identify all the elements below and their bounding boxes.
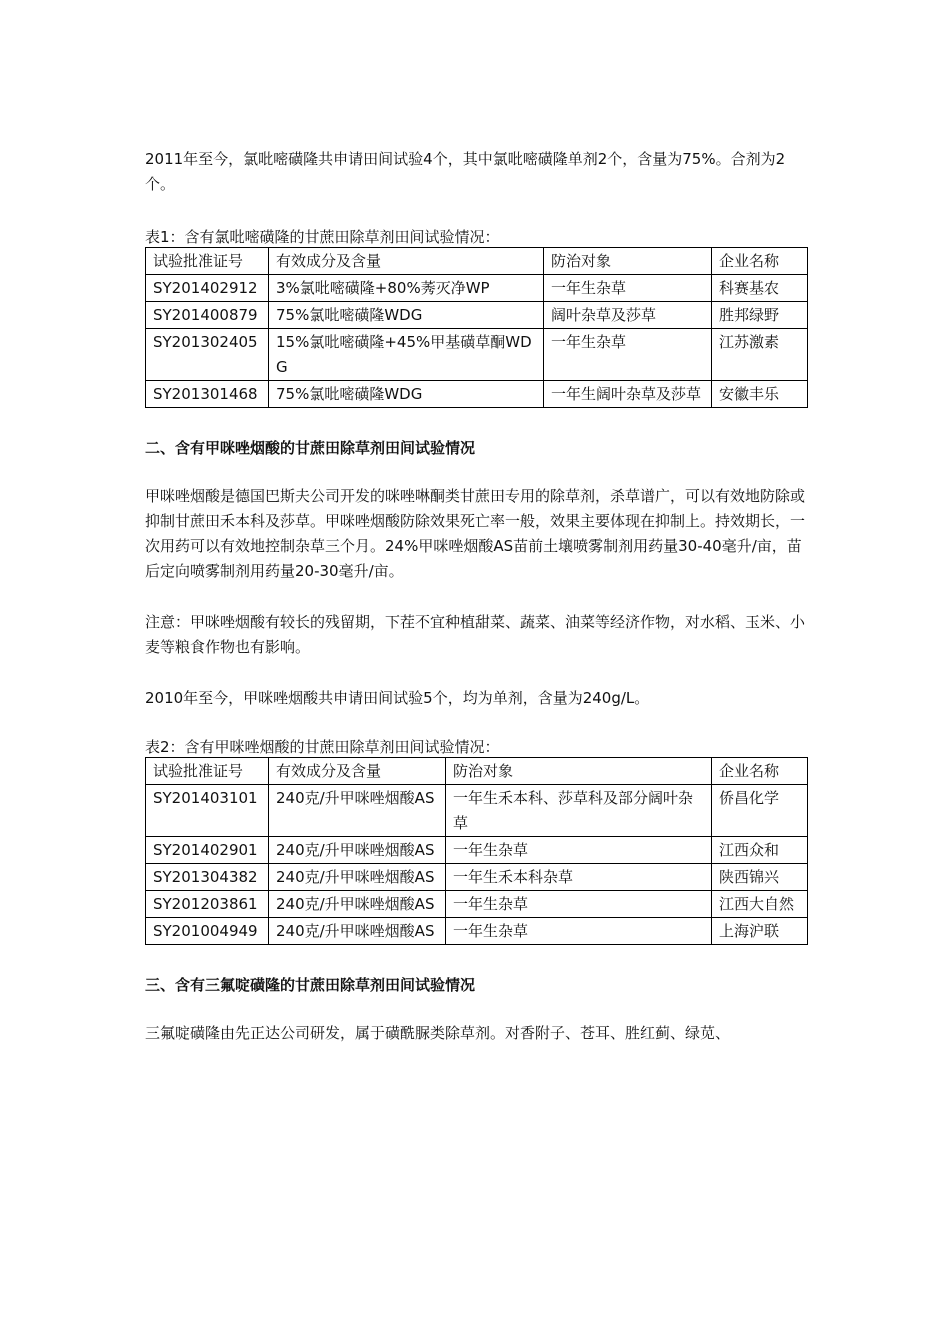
- table-cell: 一年生杂草: [544, 275, 712, 302]
- table-cell: SY201302405: [146, 329, 269, 381]
- section3-paragraph: 三氟啶磺隆由先正达公司研发，属于磺酰脲类除草剂。对香附子、苍耳、胜红蓟、绿苋、: [145, 1024, 731, 1042]
- table-cell: 阔叶杂草及莎草: [544, 302, 712, 329]
- table2: [145, 757, 808, 945]
- table-row: [146, 302, 808, 329]
- table-cell: 胜邦绿野: [712, 302, 808, 329]
- table-cell: 240克/升甲咪唑烟酸AS: [269, 785, 446, 837]
- table-cell: 上海沪联: [712, 918, 808, 945]
- section2-note: 注意：甲咪唑烟酸有较长的残留期，下茬不宜种植甜菜、蔬菜、油菜等经济作物，对水稻、玉米、小麦等粮食作物也有影响。: [145, 613, 806, 656]
- table-cell: 15%氯吡嘧磺隆+45%甲基磺草酮WDG: [269, 329, 544, 381]
- table-cell: 江西众和: [712, 837, 808, 864]
- table-cell: 安徽丰乐: [712, 381, 808, 408]
- table-cell: SY201403101: [146, 785, 269, 837]
- section2-summary: 2010年至今，甲咪唑烟酸共申请田间试验5个，均为单剂，含量为240g/L。: [145, 689, 650, 707]
- table-cell: SY201004949: [146, 918, 269, 945]
- table-header-cell: 有效成分及含量: [269, 758, 446, 785]
- table-cell: SY201203861: [146, 891, 269, 918]
- table-cell: 一年生杂草: [446, 891, 712, 918]
- table-cell: 江西大自然: [712, 891, 808, 918]
- table-cell: 一年生禾本科、莎草科及部分阔叶杂草: [446, 785, 712, 837]
- table-cell: 75%氯吡嘧磺隆WDG: [269, 381, 544, 408]
- table-header-cell: 防治对象: [544, 248, 712, 275]
- table-row: [146, 918, 808, 945]
- table-cell: 一年生杂草: [446, 918, 712, 945]
- table-cell: SY201402901: [146, 837, 269, 864]
- table1-header-row: [146, 248, 808, 275]
- table-row: [146, 891, 808, 918]
- table-row: [146, 785, 808, 837]
- table1-caption: 表1：含有氯吡嘧磺隆的甘蔗田除草剂田间试验情况：: [145, 228, 500, 246]
- table-header-cell: 防治对象: [446, 758, 712, 785]
- table-cell: 一年生禾本科杂草: [446, 864, 712, 891]
- table-cell: 一年生杂草: [446, 837, 712, 864]
- section3-heading: 三、含有三氟啶磺隆的甘蔗田除草剂田间试验情况: [145, 976, 476, 994]
- table-row: [146, 381, 808, 408]
- table-row: [146, 864, 808, 891]
- table-cell: 一年生阔叶杂草及莎草: [544, 381, 712, 408]
- table-cell: 一年生杂草: [544, 329, 712, 381]
- section2-paragraph: 甲咪唑烟酸是德国巴斯夫公司开发的咪唑啉酮类甘蔗田专用的除草剂，杀草谱广，可以有效地防除或抑制甘蔗田禾本科及莎草。甲咪唑烟酸防除效果死亡率一般，效果主要体现在抑制上。持效期长，一次用药可以有效地控制杂草三个月。24%甲咪唑烟酸AS苗前土壤喷雾制剂用药量30-40毫升/亩，苗后定向喷雾制剂用药量20-30毫升/亩。: [145, 487, 806, 580]
- table-cell: 江苏激素: [712, 329, 808, 381]
- table-header-cell: 试验批准证号: [146, 248, 269, 275]
- table-header-cell: 企业名称: [712, 758, 808, 785]
- table-cell: 240克/升甲咪唑烟酸AS: [269, 891, 446, 918]
- table2-header-row: [146, 758, 808, 785]
- table-row: [146, 837, 808, 864]
- table-cell: 陕西锦兴: [712, 864, 808, 891]
- table-cell: SY201402912: [146, 275, 269, 302]
- document-page: [145, 147, 807, 1046]
- table1: [145, 247, 808, 408]
- table-cell: 240克/升甲咪唑烟酸AS: [269, 864, 446, 891]
- table-header-cell: 有效成分及含量: [269, 248, 544, 275]
- table-header-cell: 试验批准证号: [146, 758, 269, 785]
- table-cell: 3%氯吡嘧磺隆+80%莠灭净WP: [269, 275, 544, 302]
- table-cell: 240克/升甲咪唑烟酸AS: [269, 918, 446, 945]
- table-cell: SY201400879: [146, 302, 269, 329]
- table-cell: SY201301468: [146, 381, 269, 408]
- section2-heading: 二、含有甲咪唑烟酸的甘蔗田除草剂田间试验情况: [145, 439, 476, 457]
- table-cell: SY201304382: [146, 864, 269, 891]
- table2-caption: 表2：含有甲咪唑烟酸的甘蔗田除草剂田间试验情况：: [145, 738, 500, 756]
- table-cell: 科赛基农: [712, 275, 808, 302]
- table-header-cell: 企业名称: [712, 248, 808, 275]
- table-cell: 75%氯吡嘧磺隆WDG: [269, 302, 544, 329]
- table-cell: 240克/升甲咪唑烟酸AS: [269, 837, 446, 864]
- intro-paragraph: 2011年至今，氯吡嘧磺隆共申请田间试验4个，其中氯吡嘧磺隆单剂2个，含量为75%。合剂为2个。: [145, 150, 786, 193]
- table-row: [146, 329, 808, 381]
- table-cell: 侨昌化学: [712, 785, 808, 837]
- table-row: [146, 275, 808, 302]
